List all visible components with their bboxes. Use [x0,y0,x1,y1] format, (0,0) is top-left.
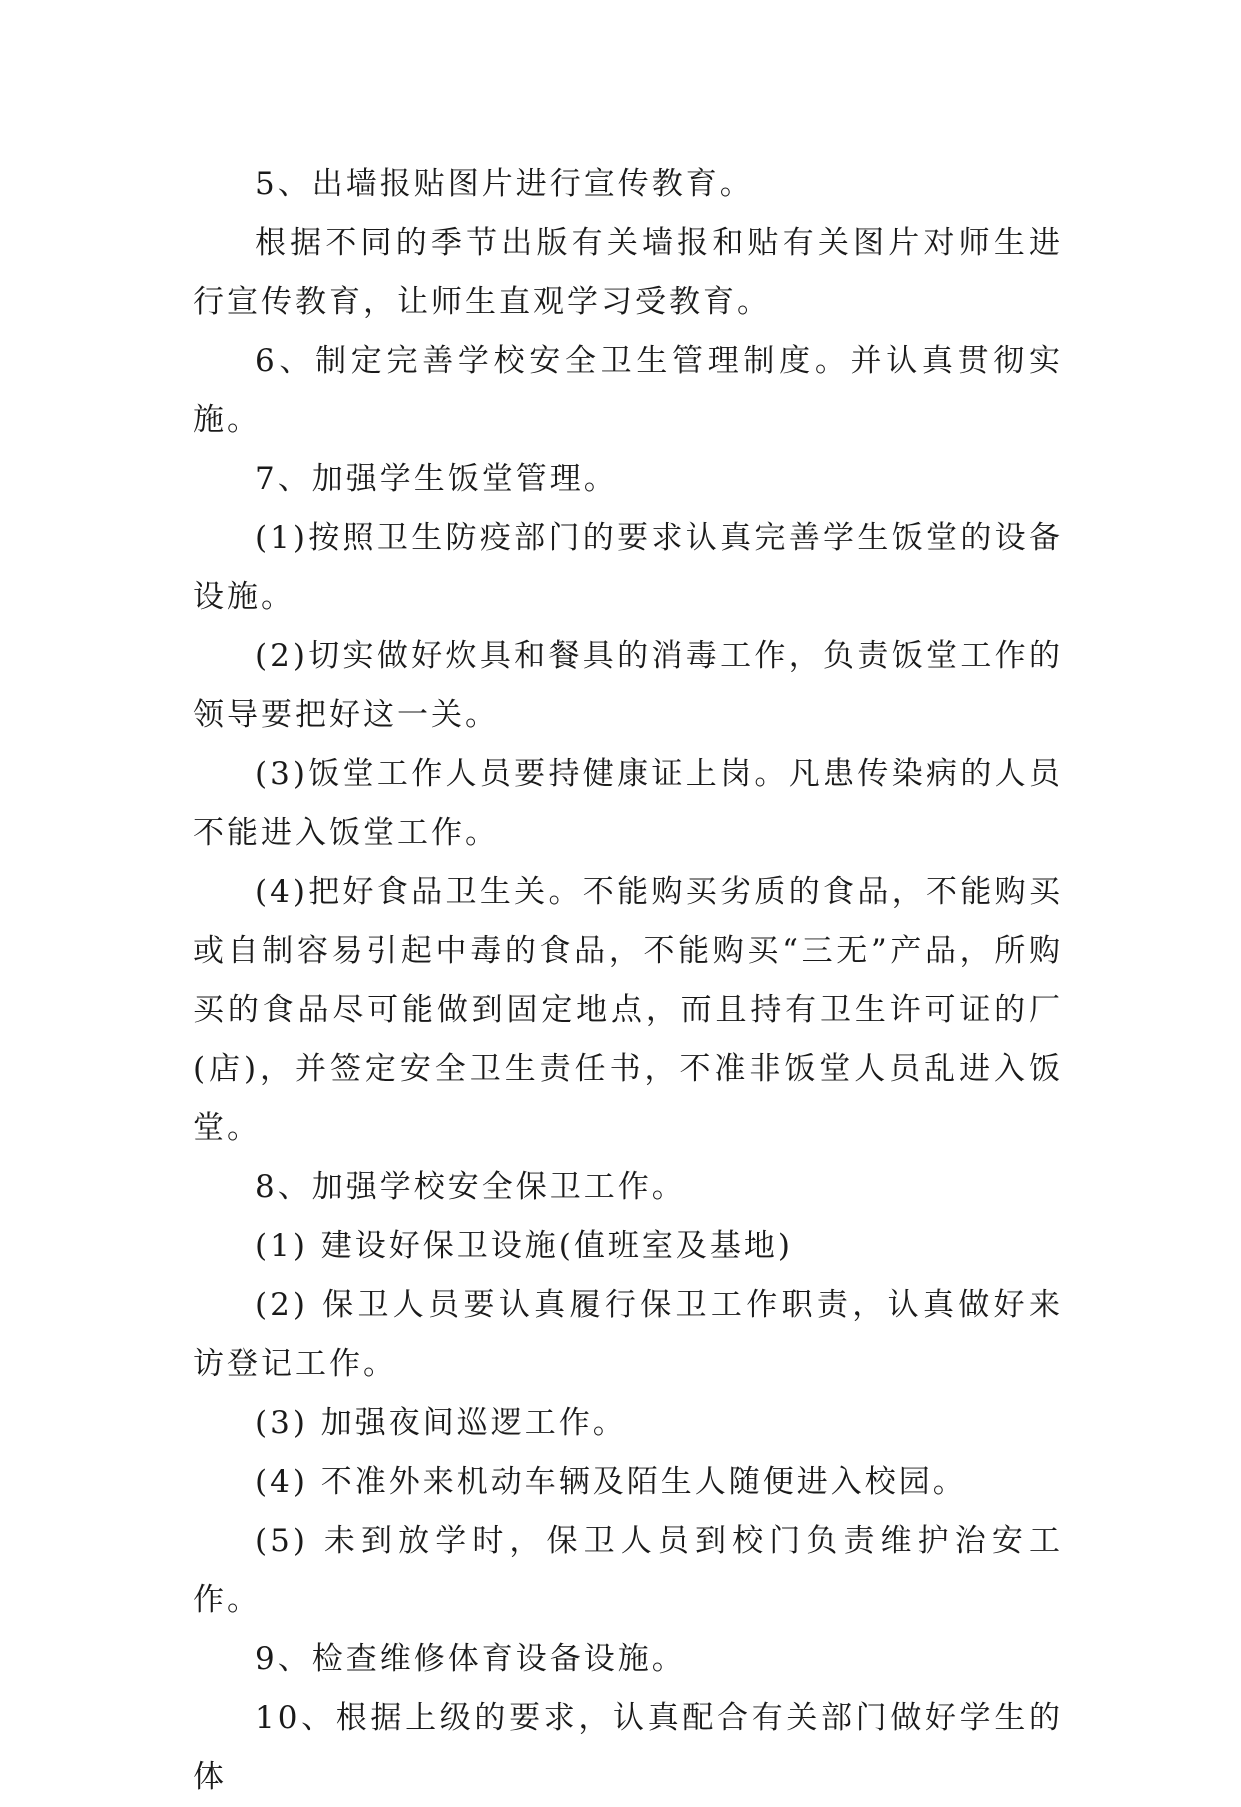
paragraph: (4) 不准外来机动车辆及陌生人随便进入校园。 [255,1464,967,1500]
paragraph: 8、加强学校安全保卫工作。 [255,1169,686,1205]
body-text [193,155,1063,1807]
paragraph: (1) 建设好保卫设施(值班室及基地) [255,1228,793,1264]
paragraph: (4)把好食品卫生关。不能购买劣质的食品，不能购买或自制容易引起中毒的食品，不能购买“三无”产品，所购买的食品尽可能做到固定地点，而且持有卫生许可证的厂(店)，并签定安全卫生责任书，不准非饭堂人员乱进入饭堂。 [193,874,1063,1146]
paragraph: (3) 加强夜间巡逻工作。 [255,1405,627,1441]
paragraph: (2)切实做好炊具和餐具的消毒工作，负责饭堂工作的领导要把好这一关。 [193,638,1063,733]
paragraph: (1)按照卫生防疫部门的要求认真完善学生饭堂的设备设施。 [193,520,1063,615]
paragraph: 5、出墙报贴图片进行宣传教育。 [255,166,754,202]
paragraph: 7、加强学生饭堂管理。 [255,461,618,497]
paragraph: (2) 保卫人员要认真履行保卫工作职责，认真做好来访登记工作。 [193,1287,1063,1382]
paragraph: 9、检查维修体育设备设施。 [255,1641,686,1677]
paragraph: (5) 未到放学时，保卫人员到校门负责维护治安工作。 [193,1523,1063,1618]
paragraph: 10、根据上级的要求，认真配合有关部门做好学生的体 [193,1700,1063,1795]
paragraph: 根据不同的季节出版有关墙报和贴有关图片对师生进行宣传教育，让师生直观学习受教育。 [193,225,1063,320]
paragraph: 6、制定完善学校安全卫生管理制度。并认真贯彻实施。 [193,343,1063,438]
paragraph: (3)饭堂工作人员要持健康证上岗。凡患传染病的人员不能进入饭堂工作。 [193,756,1063,851]
